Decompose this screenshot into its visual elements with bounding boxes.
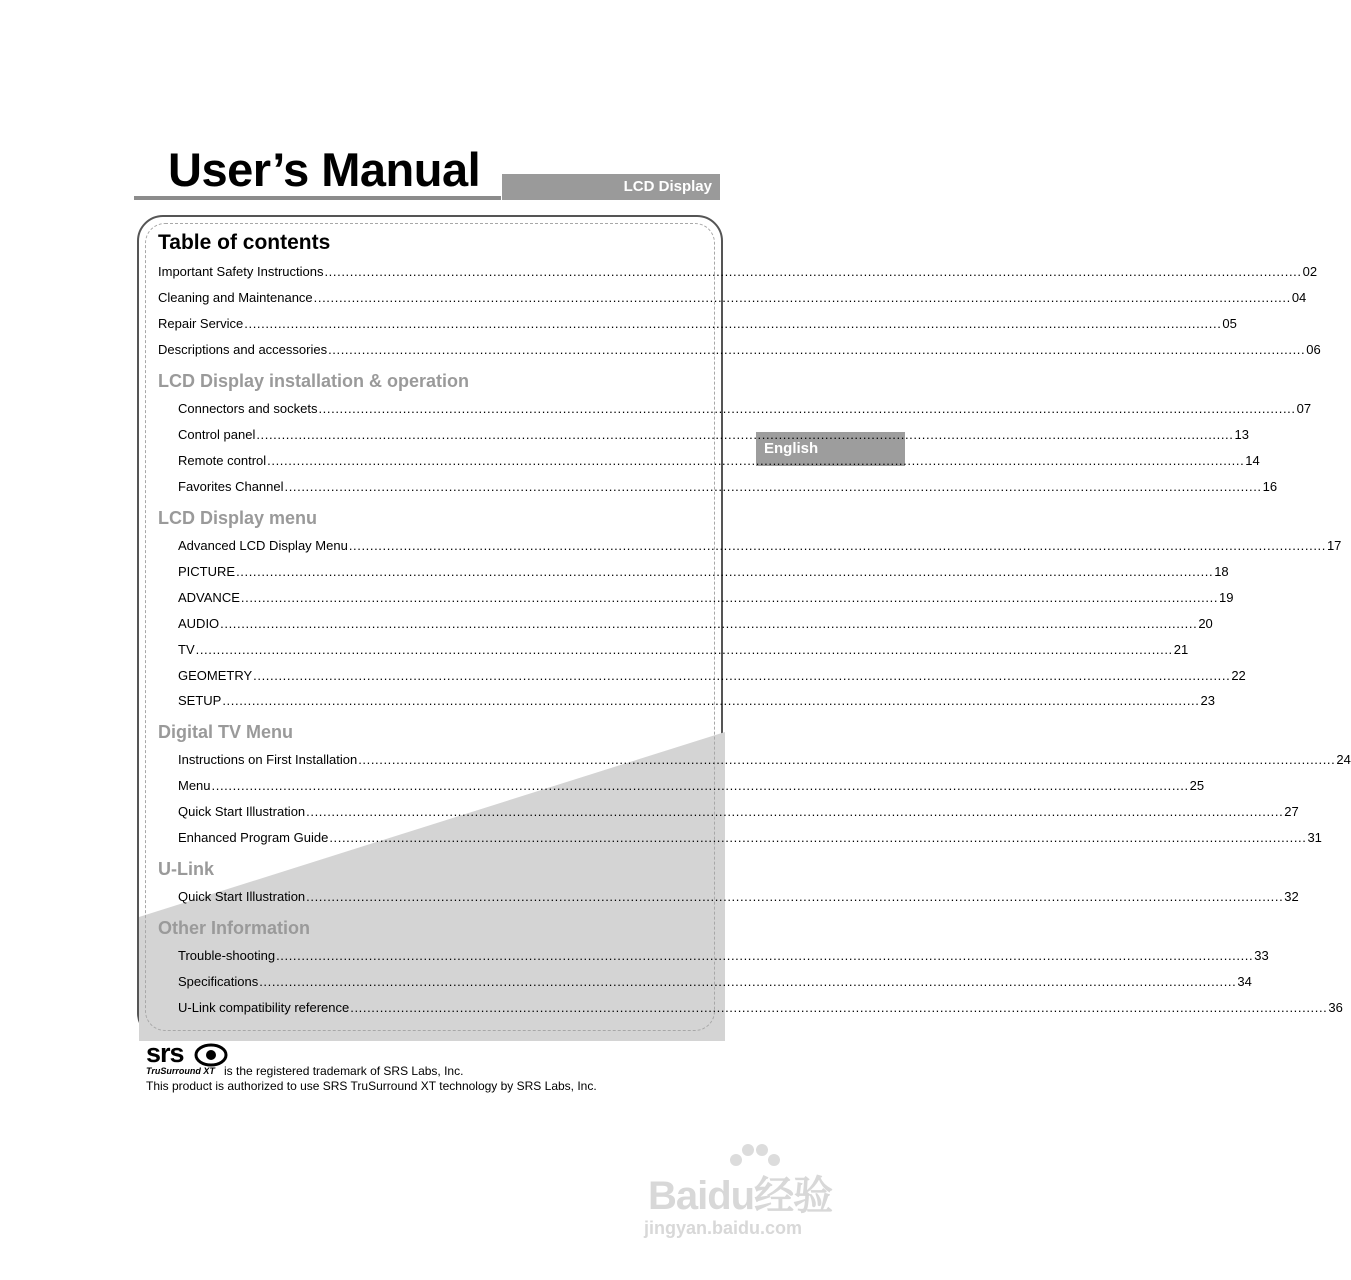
leader-dots: ........................................................................................................................................................................................................................................ [222,693,1200,708]
leader-dots: ........................................................................................................................................................................................................................................ [244,316,1222,331]
toc-entry[interactable] [178,692,1215,710]
title-underline [134,196,501,200]
toc-entry[interactable] [178,641,1189,659]
toc-entry-page: 13 [1234,427,1249,442]
toc-entry-page: 25 [1189,778,1205,793]
leader-dots: ........................................................................................................................................................................................................................................ [306,889,1284,904]
page-title: User’s Manual [168,143,481,196]
leader-dots: ........................................................................................................................................................................................................................................ [313,290,1291,305]
toc-entry[interactable] [178,589,1234,607]
toc-entry-page: 34 [1237,974,1252,989]
toc-entry[interactable] [178,888,1299,906]
leader-dots: ........................................................................................................................................................................................................................................ [324,264,1302,279]
toc-entry-label: PICTURE [178,564,236,579]
leader-dots: ........................................................................................................................................................................................................................................ [253,668,1231,683]
toc-entry-page: 07 [1296,401,1312,416]
toc-entry-label: Advanced LCD Display Menu [178,538,348,553]
toc-entry[interactable] [178,563,1229,581]
toc-entry[interactable] [178,803,1299,821]
toc-entry[interactable] [178,478,1278,496]
toc-entry[interactable] [178,829,1322,847]
toc-entry-label: Quick Start Illustration [178,889,306,904]
toc-entry[interactable] [178,667,1246,685]
leader-dots: ........................................................................................................................................................................................................................................ [259,974,1237,989]
toc-entry-label: ADVANCE [178,590,240,605]
leader-dots: ........................................................................................................................................................................................................................................ [284,479,1262,494]
srs-logo-subtext: TruSurround XT [146,1066,215,1076]
toc-entry[interactable] [178,999,1343,1017]
toc-entry-label: Quick Start Illustration [178,804,306,819]
toc-entry-label: Specifications [178,974,259,989]
toc-entry-page: 27 [1284,804,1299,819]
toc-entry[interactable] [178,777,1205,795]
toc-entry-page: 16 [1262,479,1278,494]
baidu-watermark [640,1140,860,1250]
watermark-brand: Baidu经验 [648,1174,833,1218]
leader-dots: ........................................................................................................................................................................................................................................ [329,830,1307,845]
toc-entry-label: Repair Service [158,316,244,331]
toc-entry-page: 02 [1302,264,1318,279]
authorization-notice: This product is authorized to use SRS TruSurround XT technology by SRS Labs, Inc. [146,1079,597,1093]
toc-entry-page: 06 [1306,342,1321,357]
toc-entry-page: 23 [1200,693,1215,708]
toc-entry-page: 05 [1222,316,1237,331]
leader-dots: ........................................................................................................................................................................................................................................ [306,804,1284,819]
toc-entry[interactable] [158,289,1307,307]
toc-section-title: LCD Display menu [158,508,318,528]
leader-dots: ........................................................................................................................................................................................................................................ [256,427,1234,442]
toc-entry-label: Connectors and sockets [178,401,318,416]
watermark-url: jingyan.baidu.com [644,1218,803,1238]
toc-entry[interactable] [158,263,1318,281]
language-tab: English [756,432,905,466]
toc-entry[interactable] [178,751,1351,769]
leader-dots: ........................................................................................................................................................................................................................................ [220,616,1198,631]
toc-entry[interactable] [178,973,1252,991]
toc-entry-page: 17 [1326,538,1342,553]
toc-entry-page: 22 [1231,668,1246,683]
leader-dots: ........................................................................................................................................................................................................................................ [348,538,1326,553]
toc-entry[interactable] [158,315,1237,333]
toc-section-title: Digital TV Menu [158,722,293,742]
leader-dots: ........................................................................................................................................................................................................................................ [358,752,1336,767]
toc-entry-label: Trouble-shooting [178,948,276,963]
toc-entry-label: Instructions on First Installation [178,752,358,767]
leader-dots: ........................................................................................................................................................................................................................................ [195,642,1173,657]
toc-entry[interactable] [178,452,1260,470]
leader-dots: ........................................................................................................................................................................................................................................ [240,590,1219,605]
toc-entry[interactable] [178,426,1249,444]
toc-heading: Table of contents [158,231,331,254]
toc-entry[interactable] [178,947,1269,965]
toc-entry-label: AUDIO [178,616,220,631]
leader-dots: ........................................................................................................................................................................................................................................ [267,453,1245,468]
leader-dots: ........................................................................................................................................................................................................................................ [276,948,1254,963]
toc-entry-label: Favorites Channel [178,479,284,494]
toc-entry-page: 19 [1219,590,1234,605]
toc-section-title: U-Link [158,859,214,879]
toc-entry-label: Remote control [178,453,267,468]
toc-entry[interactable] [178,537,1342,555]
toc-entry-page: 18 [1214,564,1229,579]
toc-section-title: LCD Display installation & operation [158,371,470,391]
srs-logo-text: srs [146,1038,184,1068]
product-tab: LCD Display [502,174,720,200]
toc-entry-label: TV [178,642,195,657]
leader-dots: ........................................................................................................................................................................................................................................ [350,1000,1328,1015]
toc-entry[interactable] [158,341,1321,359]
leader-dots: ........................................................................................................................................................................................................................................ [328,342,1306,357]
trademark-notice: is the registered trademark of SRS Labs, Inc. [224,1064,464,1078]
toc-entry-label: Control panel [178,427,256,442]
leader-dots: ........................................................................................................................................................................................................................................ [318,401,1296,416]
toc-section-title: Other Information [158,918,310,938]
toc-entry-label: Descriptions and accessories [158,342,328,357]
toc-entry-label: SETUP [178,693,222,708]
toc-entry-page: 36 [1328,1000,1343,1015]
toc-entry[interactable] [178,400,1312,418]
toc-entry-page: 31 [1307,830,1322,845]
toc-entry-page: 14 [1245,453,1260,468]
toc-entry-label: Menu [178,778,211,793]
toc-entry-page: 33 [1254,948,1269,963]
toc-entry-page: 24 [1336,752,1351,767]
toc-entry-page: 20 [1198,616,1213,631]
toc-entry-page: 32 [1284,889,1299,904]
toc-entry-label: Enhanced Program Guide [178,830,329,845]
toc-entry-label: Important Safety Instructions [158,264,324,279]
toc-entry-label: Cleaning and Maintenance [158,290,313,305]
leader-dots: ........................................................................................................................................................................................................................................ [211,778,1189,793]
toc-entry-page: 04 [1291,290,1307,305]
leader-dots: ........................................................................................................................................................................................................................................ [236,564,1214,579]
toc-entry-label: GEOMETRY [178,668,253,683]
toc-entry-page: 21 [1173,642,1189,657]
toc-entry[interactable] [178,615,1213,633]
toc-entry-label: U-Link compatibility reference [178,1000,350,1015]
